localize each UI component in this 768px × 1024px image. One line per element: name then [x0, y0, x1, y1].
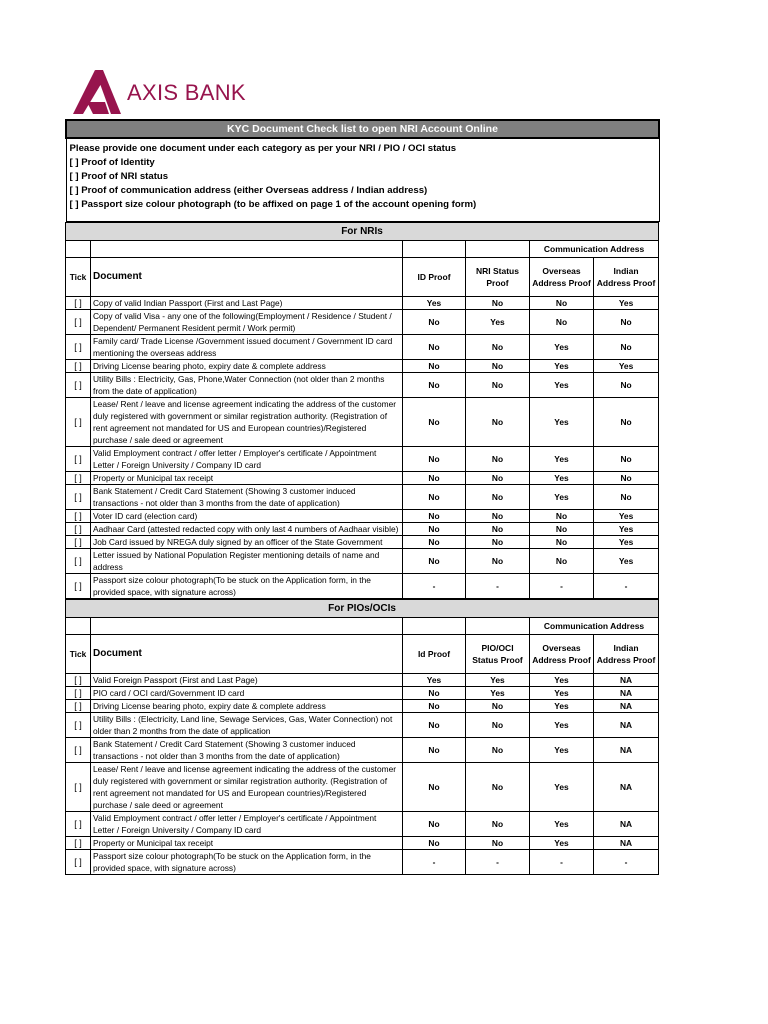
nri-section-title: For NRIs [66, 223, 659, 241]
id-proof-value: No [403, 447, 466, 472]
table-row [66, 398, 659, 447]
indian-address-header: Indian Address Proof [594, 258, 659, 297]
instruction-line: Please provide one document under each category as per your NRI / PIO / OCI status [69, 143, 457, 154]
indian-address-value: Yes [594, 549, 659, 574]
id-proof-value: No [403, 523, 466, 536]
overseas-address-value: Yes [530, 485, 594, 510]
table-row [66, 447, 659, 472]
status-proof-value: No [466, 447, 530, 472]
table-row [66, 472, 659, 485]
overseas-address-value: Yes [530, 472, 594, 485]
overseas-address-value: No [530, 536, 594, 549]
overseas-address-value: Yes [530, 687, 594, 700]
indian-address-value: No [594, 472, 659, 485]
overseas-address-value: Yes [530, 360, 594, 373]
overseas-address-header: Overseas Address Proof [530, 635, 594, 674]
indian-address-value: Yes [594, 360, 659, 373]
id-proof-value: - [403, 574, 466, 599]
indian-address-value: Yes [594, 523, 659, 536]
document-name: Letter issued by National Population Register mentioning details of name and address [91, 549, 403, 574]
tick-checkbox[interactable]: [ ] [66, 574, 91, 599]
tick-checkbox[interactable]: [ ] [66, 398, 91, 447]
table-row [66, 687, 659, 700]
status-proof-value: No [466, 738, 530, 763]
indian-address-value: No [594, 310, 659, 335]
document-name: Family card/ Trade License /Government issued document / Government ID card mentioning the overseas address [91, 335, 403, 360]
axis-bank-logo [73, 70, 246, 114]
overseas-address-value: Yes [530, 700, 594, 713]
brand-name: AXIS BANK [127, 80, 246, 105]
table-row [66, 850, 659, 875]
indian-address-value: Yes [594, 297, 659, 310]
status-proof-value: No [466, 510, 530, 523]
checklist-title: KYC Document Check list to open NRI Account Online [66, 120, 659, 138]
tick-checkbox[interactable]: [ ] [66, 549, 91, 574]
document-name: Job Card issued by NREGA duly signed by an officer of the State Government [91, 536, 403, 549]
tick-header: Tick [66, 258, 91, 297]
status-proof-value: No [466, 485, 530, 510]
document-name: Driving License bearing photo, expiry date & complete address [91, 700, 403, 713]
status-proof-header: NRI Status Proof [466, 258, 530, 297]
indian-address-header: Indian Address Proof [594, 635, 659, 674]
status-proof-value: No [466, 713, 530, 738]
indian-address-value: NA [594, 674, 659, 687]
table-row [66, 523, 659, 536]
document-name: Aadhaar Card (attested redacted copy with only last 4 numbers of Aadhaar visible) [91, 523, 403, 536]
tick-checkbox[interactable]: [ ] [66, 812, 91, 837]
status-proof-value: - [466, 574, 530, 599]
document-name: Valid Employment contract / offer letter / Employer's certificate / Appointment Letter / Foreign University / Company ID card [91, 447, 403, 472]
status-proof-value: Yes [466, 687, 530, 700]
instruction-line: [ ] Proof of NRI status [69, 171, 169, 182]
overseas-address-value: Yes [530, 674, 594, 687]
indian-address-value: Yes [594, 510, 659, 523]
instruction-line: [ ] Passport size colour photograph (to be affixed on page 1 of the account opening form) [69, 199, 477, 210]
table-row [66, 360, 659, 373]
tick-checkbox[interactable]: [ ] [66, 837, 91, 850]
table-row [66, 335, 659, 360]
status-proof-value: - [466, 850, 530, 875]
indian-address-value: NA [594, 763, 659, 812]
overseas-address-value: - [530, 850, 594, 875]
indian-address-value: No [594, 398, 659, 447]
id-proof-value: Yes [403, 674, 466, 687]
status-proof-header: PIO/OCI Status Proof [466, 635, 530, 674]
table-row [66, 713, 659, 738]
document-name: Driving License bearing photo, expiry date & complete address [91, 360, 403, 373]
tick-checkbox[interactable]: [ ] [66, 310, 91, 335]
id-proof-value: No [403, 763, 466, 812]
instructions [66, 138, 659, 222]
status-proof-value: No [466, 335, 530, 360]
document-name: Valid Employment contract / offer letter / Employer's certificate / Appointment Letter / Foreign University / Company ID card [91, 812, 403, 837]
tick-checkbox[interactable]: [ ] [66, 850, 91, 875]
document-name: Passport size colour photograph(To be stuck on the Application form, in the provided space, with signature across) [91, 574, 403, 599]
tick-checkbox[interactable]: [ ] [66, 763, 91, 812]
tick-checkbox[interactable]: [ ] [66, 360, 91, 373]
tick-checkbox[interactable]: [ ] [66, 297, 91, 310]
tick-checkbox[interactable]: [ ] [66, 523, 91, 536]
instruction-line: [ ] Proof of Identity [69, 157, 155, 168]
pio-section-title: For PIOs/OCIs [66, 600, 659, 618]
status-proof-value: No [466, 523, 530, 536]
table-row [66, 574, 659, 599]
indian-address-value: No [594, 373, 659, 398]
table-row [66, 510, 659, 523]
tick-checkbox[interactable]: [ ] [66, 447, 91, 472]
overseas-address-value: Yes [530, 335, 594, 360]
id-proof-value: No [403, 536, 466, 549]
communication-address-header: Communication Address [530, 618, 659, 635]
tick-checkbox[interactable]: [ ] [66, 674, 91, 687]
overseas-address-value: Yes [530, 398, 594, 447]
id-proof-value: No [403, 549, 466, 574]
indian-address-value: No [594, 485, 659, 510]
indian-address-value: NA [594, 812, 659, 837]
table-row [66, 674, 659, 687]
indian-address-value: No [594, 447, 659, 472]
overseas-address-header: Overseas Address Proof [530, 258, 594, 297]
document-header: Document [91, 635, 403, 674]
tick-checkbox[interactable]: [ ] [66, 713, 91, 738]
table-row [66, 549, 659, 574]
tick-checkbox[interactable]: [ ] [66, 485, 91, 510]
document-name: Valid Foreign Passport (First and Last Page) [91, 674, 403, 687]
overseas-address-value: Yes [530, 738, 594, 763]
instruction-line: [ ] Proof of communication address (either Overseas address / Indian address) [69, 185, 428, 196]
id-proof-value: No [403, 360, 466, 373]
status-proof-value: No [466, 373, 530, 398]
table-row [66, 485, 659, 510]
id-proof-value: No [403, 510, 466, 523]
overseas-address-value: Yes [530, 812, 594, 837]
indian-address-value: NA [594, 738, 659, 763]
document-name: Utility Bills : Electricity, Gas, Phone,Water Connection (not older than 2 months from the date of application) [91, 373, 403, 398]
table-row [66, 310, 659, 335]
tick-checkbox[interactable]: [ ] [66, 335, 91, 360]
overseas-address-value: Yes [530, 837, 594, 850]
document-name: Utility Bills : (Electricity, Land line, Sewage Services, Gas, Water Connection) not older than 2 months from the date of application [91, 713, 403, 738]
status-proof-value: Yes [466, 310, 530, 335]
id-proof-header: Id Proof [403, 635, 466, 674]
overseas-address-value: No [530, 297, 594, 310]
status-proof-value: No [466, 472, 530, 485]
tick-header: Tick [66, 635, 91, 674]
tick-checkbox[interactable]: [ ] [66, 510, 91, 523]
id-proof-value: No [403, 738, 466, 763]
table-row [66, 738, 659, 763]
axis-bank-logo-icon [73, 70, 121, 114]
status-proof-value: No [466, 837, 530, 850]
kyc-checklist-sheet [65, 119, 658, 875]
document-name: Voter ID card (election card) [91, 510, 403, 523]
document-name: Property or Municipal tax receipt [91, 472, 403, 485]
overseas-address-value: No [530, 549, 594, 574]
document-name: Copy of valid Visa - any one of the following(Employment / Residence / Student / Dependent/ Permanent Resident permit / Work permit) [91, 310, 403, 335]
tick-checkbox[interactable]: [ ] [66, 536, 91, 549]
id-proof-value: - [403, 850, 466, 875]
id-proof-value: Yes [403, 297, 466, 310]
indian-address-value: No [594, 335, 659, 360]
status-proof-value: No [466, 700, 530, 713]
id-proof-value: No [403, 335, 466, 360]
status-proof-value: No [466, 549, 530, 574]
tick-checkbox[interactable]: [ ] [66, 373, 91, 398]
status-proof-value: No [466, 398, 530, 447]
table-row [66, 763, 659, 812]
status-proof-value: No [466, 360, 530, 373]
id-proof-header: ID Proof [403, 258, 466, 297]
overseas-address-value: Yes [530, 763, 594, 812]
document-name: Property or Municipal tax receipt [91, 837, 403, 850]
id-proof-value: No [403, 700, 466, 713]
id-proof-value: No [403, 812, 466, 837]
indian-address-value: - [594, 574, 659, 599]
id-proof-value: No [403, 472, 466, 485]
id-proof-value: No [403, 373, 466, 398]
document-name: Lease/ Rent / leave and license agreement indicating the address of the customer duly registered with government or similar registration authority. (Registration of rent agreement not mandated for US and European countries)/Registered purchase / sale deed or agreement [91, 398, 403, 447]
indian-address-value: Yes [594, 536, 659, 549]
document-name: Copy of valid Indian Passport (First and Last Page) [91, 297, 403, 310]
tick-checkbox[interactable]: [ ] [66, 687, 91, 700]
overseas-address-value: - [530, 574, 594, 599]
table-row [66, 700, 659, 713]
document-name: Bank Statement / Credit Card Statement (Showing 3 customer induced transactions - not older than 3 months from the date of application) [91, 485, 403, 510]
document-name: Passport size colour photograph(To be stuck on the Application form, in the provided space, with signature across) [91, 850, 403, 875]
tick-checkbox[interactable]: [ ] [66, 472, 91, 485]
tick-checkbox[interactable]: [ ] [66, 738, 91, 763]
indian-address-value: NA [594, 687, 659, 700]
status-proof-value: No [466, 297, 530, 310]
id-proof-value: No [403, 485, 466, 510]
nri-table [65, 222, 659, 599]
document-name: Bank Statement / Credit Card Statement (Showing 3 customer induced transactions - not older than 3 months from the date of application) [91, 738, 403, 763]
table-row [66, 297, 659, 310]
pio-table [65, 599, 659, 875]
indian-address-value: - [594, 850, 659, 875]
id-proof-value: No [403, 837, 466, 850]
status-proof-value: No [466, 812, 530, 837]
table-row [66, 812, 659, 837]
table-row [66, 536, 659, 549]
document-name: Lease/ Rent / leave and license agreement indicating the address of the customer duly registered with government or similar registration authority. (Registration of rent agreement not mandated for US and European countries)/Registered purchase / sale deed or agreement [91, 763, 403, 812]
table-row [66, 837, 659, 850]
communication-address-header: Communication Address [530, 241, 659, 258]
overseas-address-value: Yes [530, 447, 594, 472]
overseas-address-value: Yes [530, 373, 594, 398]
id-proof-value: No [403, 310, 466, 335]
overseas-address-value: No [530, 523, 594, 536]
indian-address-value: NA [594, 713, 659, 738]
id-proof-value: No [403, 713, 466, 738]
status-proof-value: No [466, 536, 530, 549]
overseas-address-value: No [530, 310, 594, 335]
id-proof-value: No [403, 687, 466, 700]
indian-address-value: NA [594, 837, 659, 850]
status-proof-value: Yes [466, 674, 530, 687]
kyc-header-table [65, 119, 660, 222]
tick-checkbox[interactable]: [ ] [66, 700, 91, 713]
overseas-address-value: Yes [530, 713, 594, 738]
overseas-address-value: No [530, 510, 594, 523]
status-proof-value: No [466, 763, 530, 812]
document-header: Document [91, 258, 403, 297]
table-row [66, 373, 659, 398]
document-name: PIO card / OCI card/Government ID card [91, 687, 403, 700]
id-proof-value: No [403, 398, 466, 447]
indian-address-value: NA [594, 700, 659, 713]
